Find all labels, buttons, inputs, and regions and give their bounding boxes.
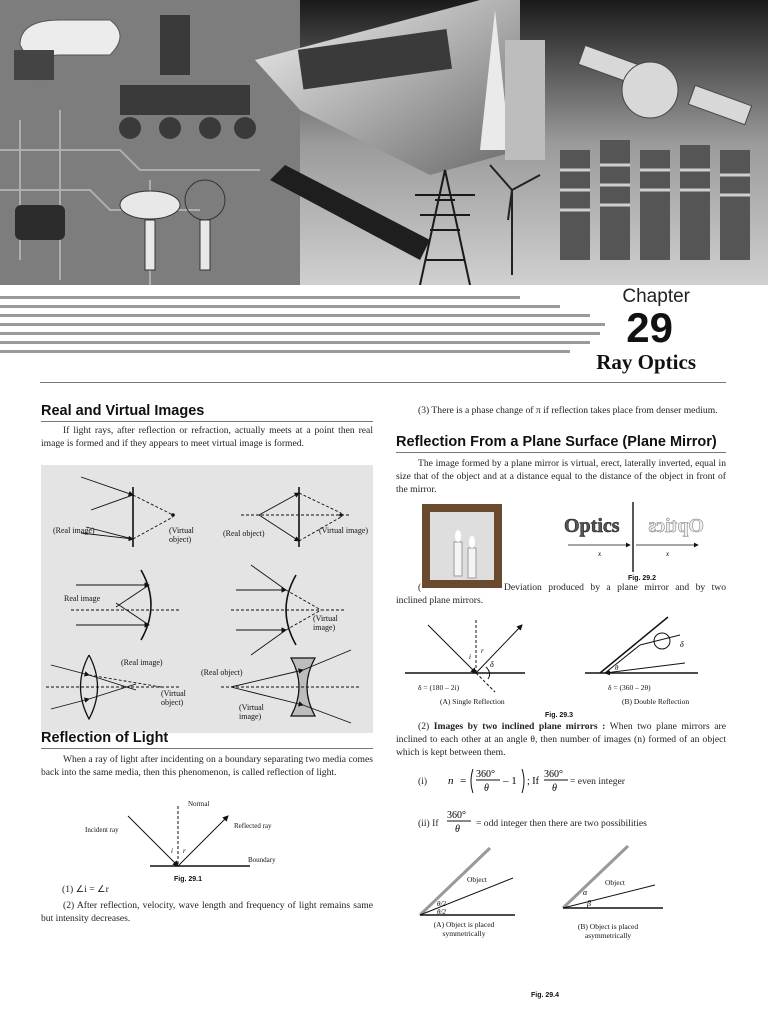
svg-text:r: r <box>183 847 186 855</box>
decor-stripe <box>0 305 560 308</box>
svg-text:i: i <box>171 847 173 855</box>
svg-text:δ: δ <box>680 640 684 649</box>
header-divider <box>40 382 726 383</box>
inclined-mirrors-bold: Images by two inclined plane mirrors : <box>433 721 606 732</box>
point-angle-equality: (1) ∠i = ∠r <box>62 884 109 895</box>
plane-mirror-paragraph: The image formed by a plane mirror is virtual, erect, laterally inverted, equal in size that of the object and at a distance equal to the distance of the object in front of the mirror. <box>396 458 726 495</box>
section-heading-plane-mirror: Reflection From a Plane Surface (Plane Mirror) <box>396 434 717 450</box>
svg-text:360°: 360° <box>476 769 495 780</box>
figure-29-4-caption: Fig. 29.4 <box>531 992 560 999</box>
banner-collage <box>0 0 768 285</box>
svg-text:i: i <box>469 653 471 661</box>
section-heading-reflection: Reflection of Light <box>41 730 169 746</box>
formula-ii-label: (ii) If <box>418 818 439 829</box>
label-virtual-object-lens: (Virtual object) <box>161 689 186 707</box>
point-phase-change: (3) There is a phase change of π if reflection takes place from denser medium. <box>418 405 718 416</box>
svg-text:θ/2: θ/2 <box>437 900 446 908</box>
label-boundary: Boundary <box>248 856 276 864</box>
chapter-number: 29 <box>626 304 673 351</box>
label-incident-ray: Incident ray <box>85 826 119 834</box>
formula-ii <box>445 807 475 837</box>
reflection-diagram <box>80 798 300 888</box>
label-real-image-lens: (Real image) <box>121 658 163 667</box>
formula-i-label: (i) <box>418 776 428 787</box>
deviation-paragraph: Deviation produced by a plane mirror and by two inclined plane mirrors. <box>396 582 726 606</box>
svg-text:360°: 360° <box>544 769 563 780</box>
svg-text:; If: ; If <box>527 776 539 787</box>
label-real-object: (Real object) <box>223 529 265 538</box>
figure-29-2-caption: Fig. 29.2 <box>628 575 657 582</box>
decor-stripe <box>0 296 520 299</box>
real-virtual-paragraph: If light rays, after reflection or refraction, actually meets at a point then real image is formed and if they appears to meet virtual image is formed. <box>41 425 373 449</box>
inclined-mirrors-paragraph: (2) Images by two inclined plane mirrors : When two plane mirrors are inclined to each other at an angle θ, then number of images (n) formed of an object which is kept between them. <box>396 721 726 758</box>
mirror-candle-photo <box>422 504 502 588</box>
svg-text:δ: δ <box>490 660 494 669</box>
lateral-inversion-diagram <box>558 500 708 580</box>
decor-stripe <box>0 314 590 317</box>
formula-i-tail: = even integer <box>570 776 625 787</box>
label-real-image-mirror: Real image <box>64 594 101 603</box>
label-normal: Normal <box>188 800 210 808</box>
svg-text:– 1: – 1 <box>503 775 517 787</box>
heading-underline <box>396 452 726 453</box>
label-virtual-image: (Virtual image) <box>319 526 369 535</box>
figure-29-3-caption: Fig. 29.3 <box>545 712 574 719</box>
svg-text:θ: θ <box>455 824 460 835</box>
reflection-paragraph: When a ray of light after incidenting on a boundary separating two media comes back into the same media, then this phenomenon, is called reflection of light. <box>41 754 373 778</box>
figure-real-virtual-panel <box>41 465 373 733</box>
figure-29-3 <box>400 615 730 710</box>
optics-word-mirrored: Optics <box>648 515 704 537</box>
chapter-banner-image <box>0 0 768 285</box>
svg-text:x: x <box>666 550 670 558</box>
label-symmetric: (A) Object is placed symmetrically <box>433 920 495 938</box>
chapter-title: Ray Optics <box>596 350 696 374</box>
decor-stripe <box>0 350 570 353</box>
label-real-object-lens: (Real object) <box>201 668 243 677</box>
label-virtual-object: (Virtual object) <box>169 526 194 544</box>
deviation-diagrams <box>400 615 730 710</box>
figure-29-1 <box>80 798 300 888</box>
figure-29-2 <box>558 500 708 580</box>
decor-stripe <box>0 341 590 344</box>
label-virtual-image-lens: (Virtual image) <box>239 703 264 721</box>
mirror-candle-illustration <box>422 504 502 588</box>
label-object-a: Object <box>467 875 487 884</box>
optics-word-left: Optics <box>564 515 620 537</box>
svg-text:β: β <box>587 899 591 908</box>
heading-underline <box>41 421 373 422</box>
double-reflection-label: (B) Double Reflection <box>622 697 690 706</box>
svg-text:x: x <box>598 550 602 558</box>
svg-text:θ: θ <box>484 783 489 794</box>
svg-text:α: α <box>583 888 588 897</box>
svg-text:r: r <box>481 647 484 655</box>
double-reflection-formula: δ = (360 – 2θ) <box>608 683 651 692</box>
heading-underline <box>41 748 373 749</box>
svg-text:360°: 360° <box>447 810 466 821</box>
svg-text:θ: θ <box>552 783 557 794</box>
figure-29-4 <box>415 840 715 950</box>
label-virtual-image-mirror: (Virtual image) <box>313 614 338 632</box>
svg-text:=: = <box>460 775 467 787</box>
svg-text:θ/2: θ/2 <box>437 908 446 916</box>
decor-stripe <box>0 323 605 326</box>
label-asymmetric: (B) Object is placed asymmetrically <box>577 922 639 940</box>
formula-ii-fraction <box>445 807 475 837</box>
svg-text:n: n <box>448 775 454 787</box>
deviation-prefix: ( <box>418 582 422 593</box>
inclined-mirrors-text: When two plane mirrors are inclined to each other at an angle θ, then number of images (n) formed of an object which is kept between them. <box>396 721 726 758</box>
section-heading-real-virtual: Real and Virtual Images <box>41 403 205 419</box>
label-real-image: (Real image) <box>53 526 95 535</box>
label-reflected-ray: Reflected ray <box>234 822 272 830</box>
point-after-reflection: (2) After reflection, velocity, wave length and frequency of light remains same but intensity decreases. <box>41 900 373 924</box>
decor-stripe <box>0 332 600 335</box>
label-object-b: Object <box>605 878 625 887</box>
chapter-label: Chapter <box>622 286 690 307</box>
figure-29-1-caption: Fig. 29.1 <box>174 876 203 883</box>
svg-text:θ: θ <box>615 664 619 672</box>
single-reflection-label: (A) Single Reflection <box>440 697 505 706</box>
single-reflection-formula: δ = (180 – 2i) <box>418 683 460 692</box>
formula-ii-tail: = odd integer then there are two possibilities <box>476 818 647 829</box>
